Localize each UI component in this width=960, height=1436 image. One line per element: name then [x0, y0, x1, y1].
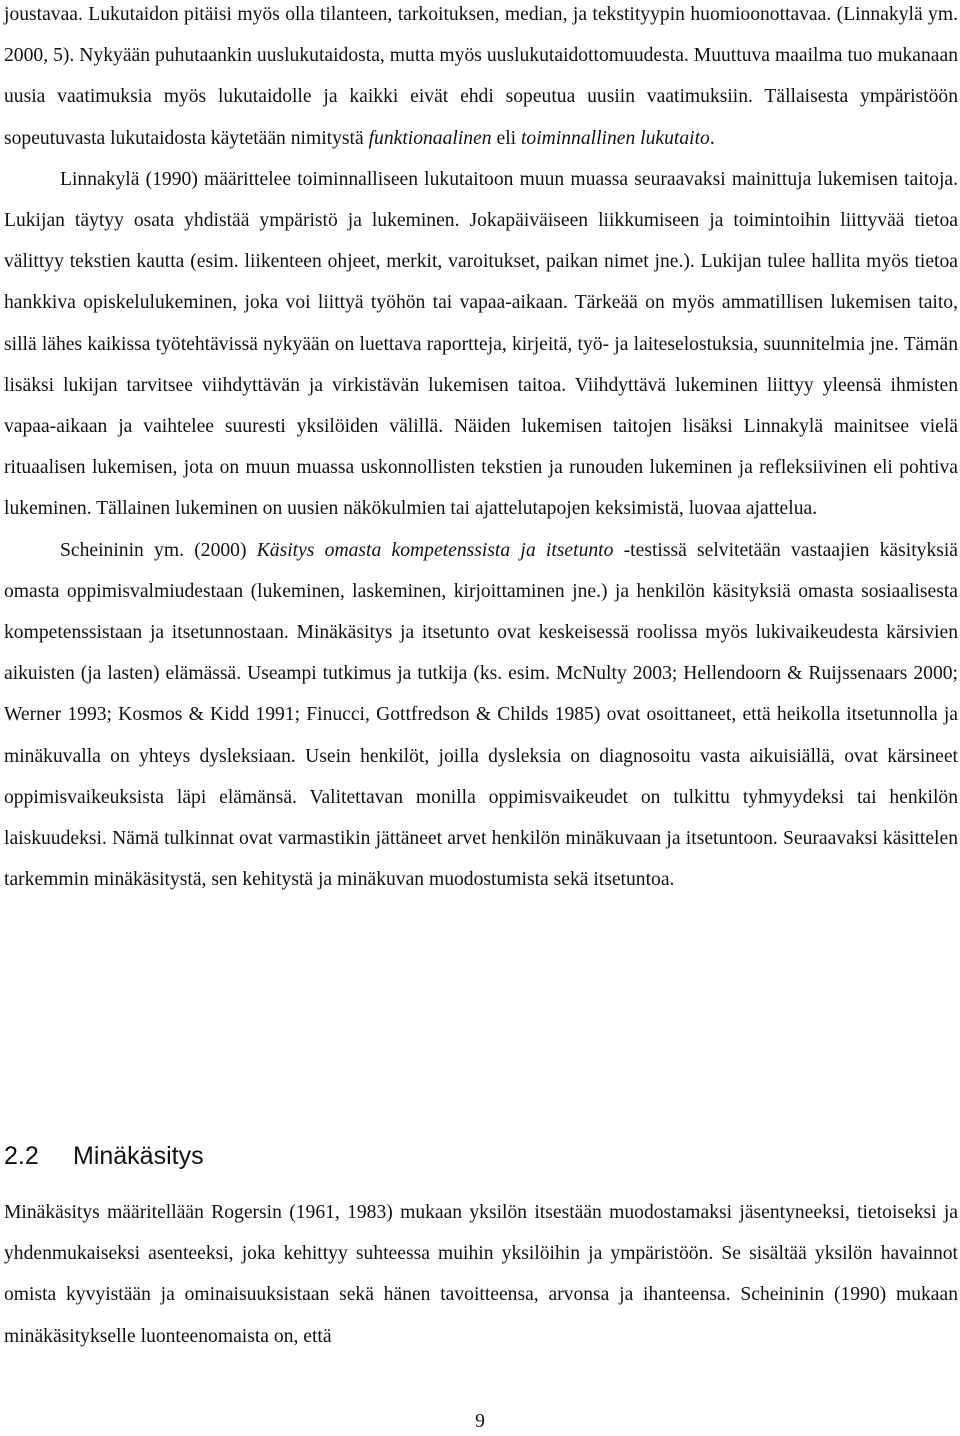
section-title: Minäkäsitys	[73, 1142, 204, 1170]
page-number: 9	[475, 1411, 485, 1432]
document-body	[4, 0, 958, 900]
paragraph-literacy: joustavaa. Lukutaidon pitäisi myös olla tilanteen, tarkoituksen, median, ja tekstityypin huomioonottavaa. (Linnakylä ym. 2000, 5). Nykyään puhutaankin uuslukutaidosta, mutta myös uuslukutaidottomuudesta. Muuttuva maailma tuo mukanaan uusia vaatimuksia myös lukutaidolle ja kaikki eivät ehdi sopeutua uusiin vaatimuksiin. Tällaisesta ympäristöön sopeutuvasta lukutaidosta käytetään nimitystä funktionaalinen eli toiminnallinen lukutaito.	[4, 4, 958, 149]
paragraph-functional-literacy: Linnakylä (1990) määrittelee toiminnalliseen lukutaitoon muun muassa seuraavaksi mainittuja lukemisen taitoja. Lukijan täytyy osata yhdistää ympäristö ja lukeminen. Jokapäiväiseen liikkumiseen ja toimintoihin liittyvää tietoa välittyy tekstien kautta (esim. liikenteen ohjeet, merkit, varoitukset, paikan nimet jne.). Lukijan tulee hallita myös tietoa hankkiva opiskelulukeminen, joka voi liittyä työhön tai vapaa-aikaan. Tärkeää on myös ammatillisen lukemisen taito, sillä lähes kaikissa työtehtävissä nykyään on luettava raportteja, kirjeitä, työ- ja laiteselostuksia, suunnitelmia jne. Tämän lisäksi lukijan tarvitsee viihdyttävän ja virkistävän lukemisen taitoa. Viihdyttävä lukeminen liittyy yleensä ihmisten vapaa-aikaan ja vaihtelee suuresti yksilöiden välillä. Näiden lukemisen taitojen lisäksi Linnakylä mainitsee vielä rituaalisen lukemisen, jota on muun muassa uskonnollisten tekstien ja runouden lukeminen ja refleksiivinen eli pohtiva lukeminen. Tällainen lukeminen on uusien näkökulmien tai ajattelutapojen keksimistä, luovaa ajattelua.	[4, 168, 958, 520]
italic-term: toiminnallinen lukutaito	[520, 127, 710, 149]
paragraph-competence: Scheininin ym. (2000) Käsitys omasta kompetenssista ja itsetunto -testissä selvitetään vastaajien käsityksiä omasta oppimisvalmiudestaan (lukeminen, laskeminen, kirjoittaminen jne.) ja henkilön käsityksiä omasta sosiaalisesta kompetenssistaan ja itsetunnostaan. Minäkäsitys ja itsetunto ovat keskeisessä roolissa myös lukivaikeudesta kärsivien aikuisten (ja lasten) elämässä. Useampi tutkimus ja tutkija (ks. esim. McNulty 2003; Hellendoorn & Ruijssenaars 2000; Werner 1993; Kosmos & Kidd 1991; Finucci, Gottfredson & Childs 1985) ovat osoittaneet, että heikolla itsetunnolla ja minäkuvalla on yhteys dysleksiaan. Usein henkilöt, joilla dysleksia on diagnosoitu vasta aikuisiällä, ovat kärsineet oppimisvaikeuksista läpi elämänsä. Valitettavan monilla oppimisvaikeudet on tulkittu tyhmyydeksi tai henkilön laiskuudeksi. Nämä tulkinnat ovat varmastikin jättäneet arvet henkilön minäkuvaan ja itsetuntoon. Seuraavaksi käsittelen tarkemmin minäkäsitystä, sen kehitystä ja minäkuvan muodostumista sekä itsetuntoa.	[4, 539, 959, 891]
paragraph-self-concept: Minäkäsitys määritellään Rogersin (1961, 1983) mukaan yksilön itsestään muodostamaksi jäsentyneeksi, tietoiseksi ja yhdenmukaiseksi asenteeksi, joka kehittyy suhteessa muihin yksilöihin ja ympäristöön. Se sisältää yksilön havainnot omista kyvyistään ja ominaisuuksistaan sekä hänen tavoitteensa, arvonsa ja ihanteensa. Scheininin (1990) mukaan minäkäsitykselle luonteenomaista on, että	[4, 1202, 958, 1347]
section-heading	[4, 1136, 204, 1176]
italic-term: Käsitys omasta kompetenssista ja itsetunto	[256, 539, 614, 561]
section-number: 2.2	[4, 1142, 39, 1170]
section-body	[4, 1192, 958, 1357]
italic-term: funktionaalinen	[368, 127, 492, 149]
